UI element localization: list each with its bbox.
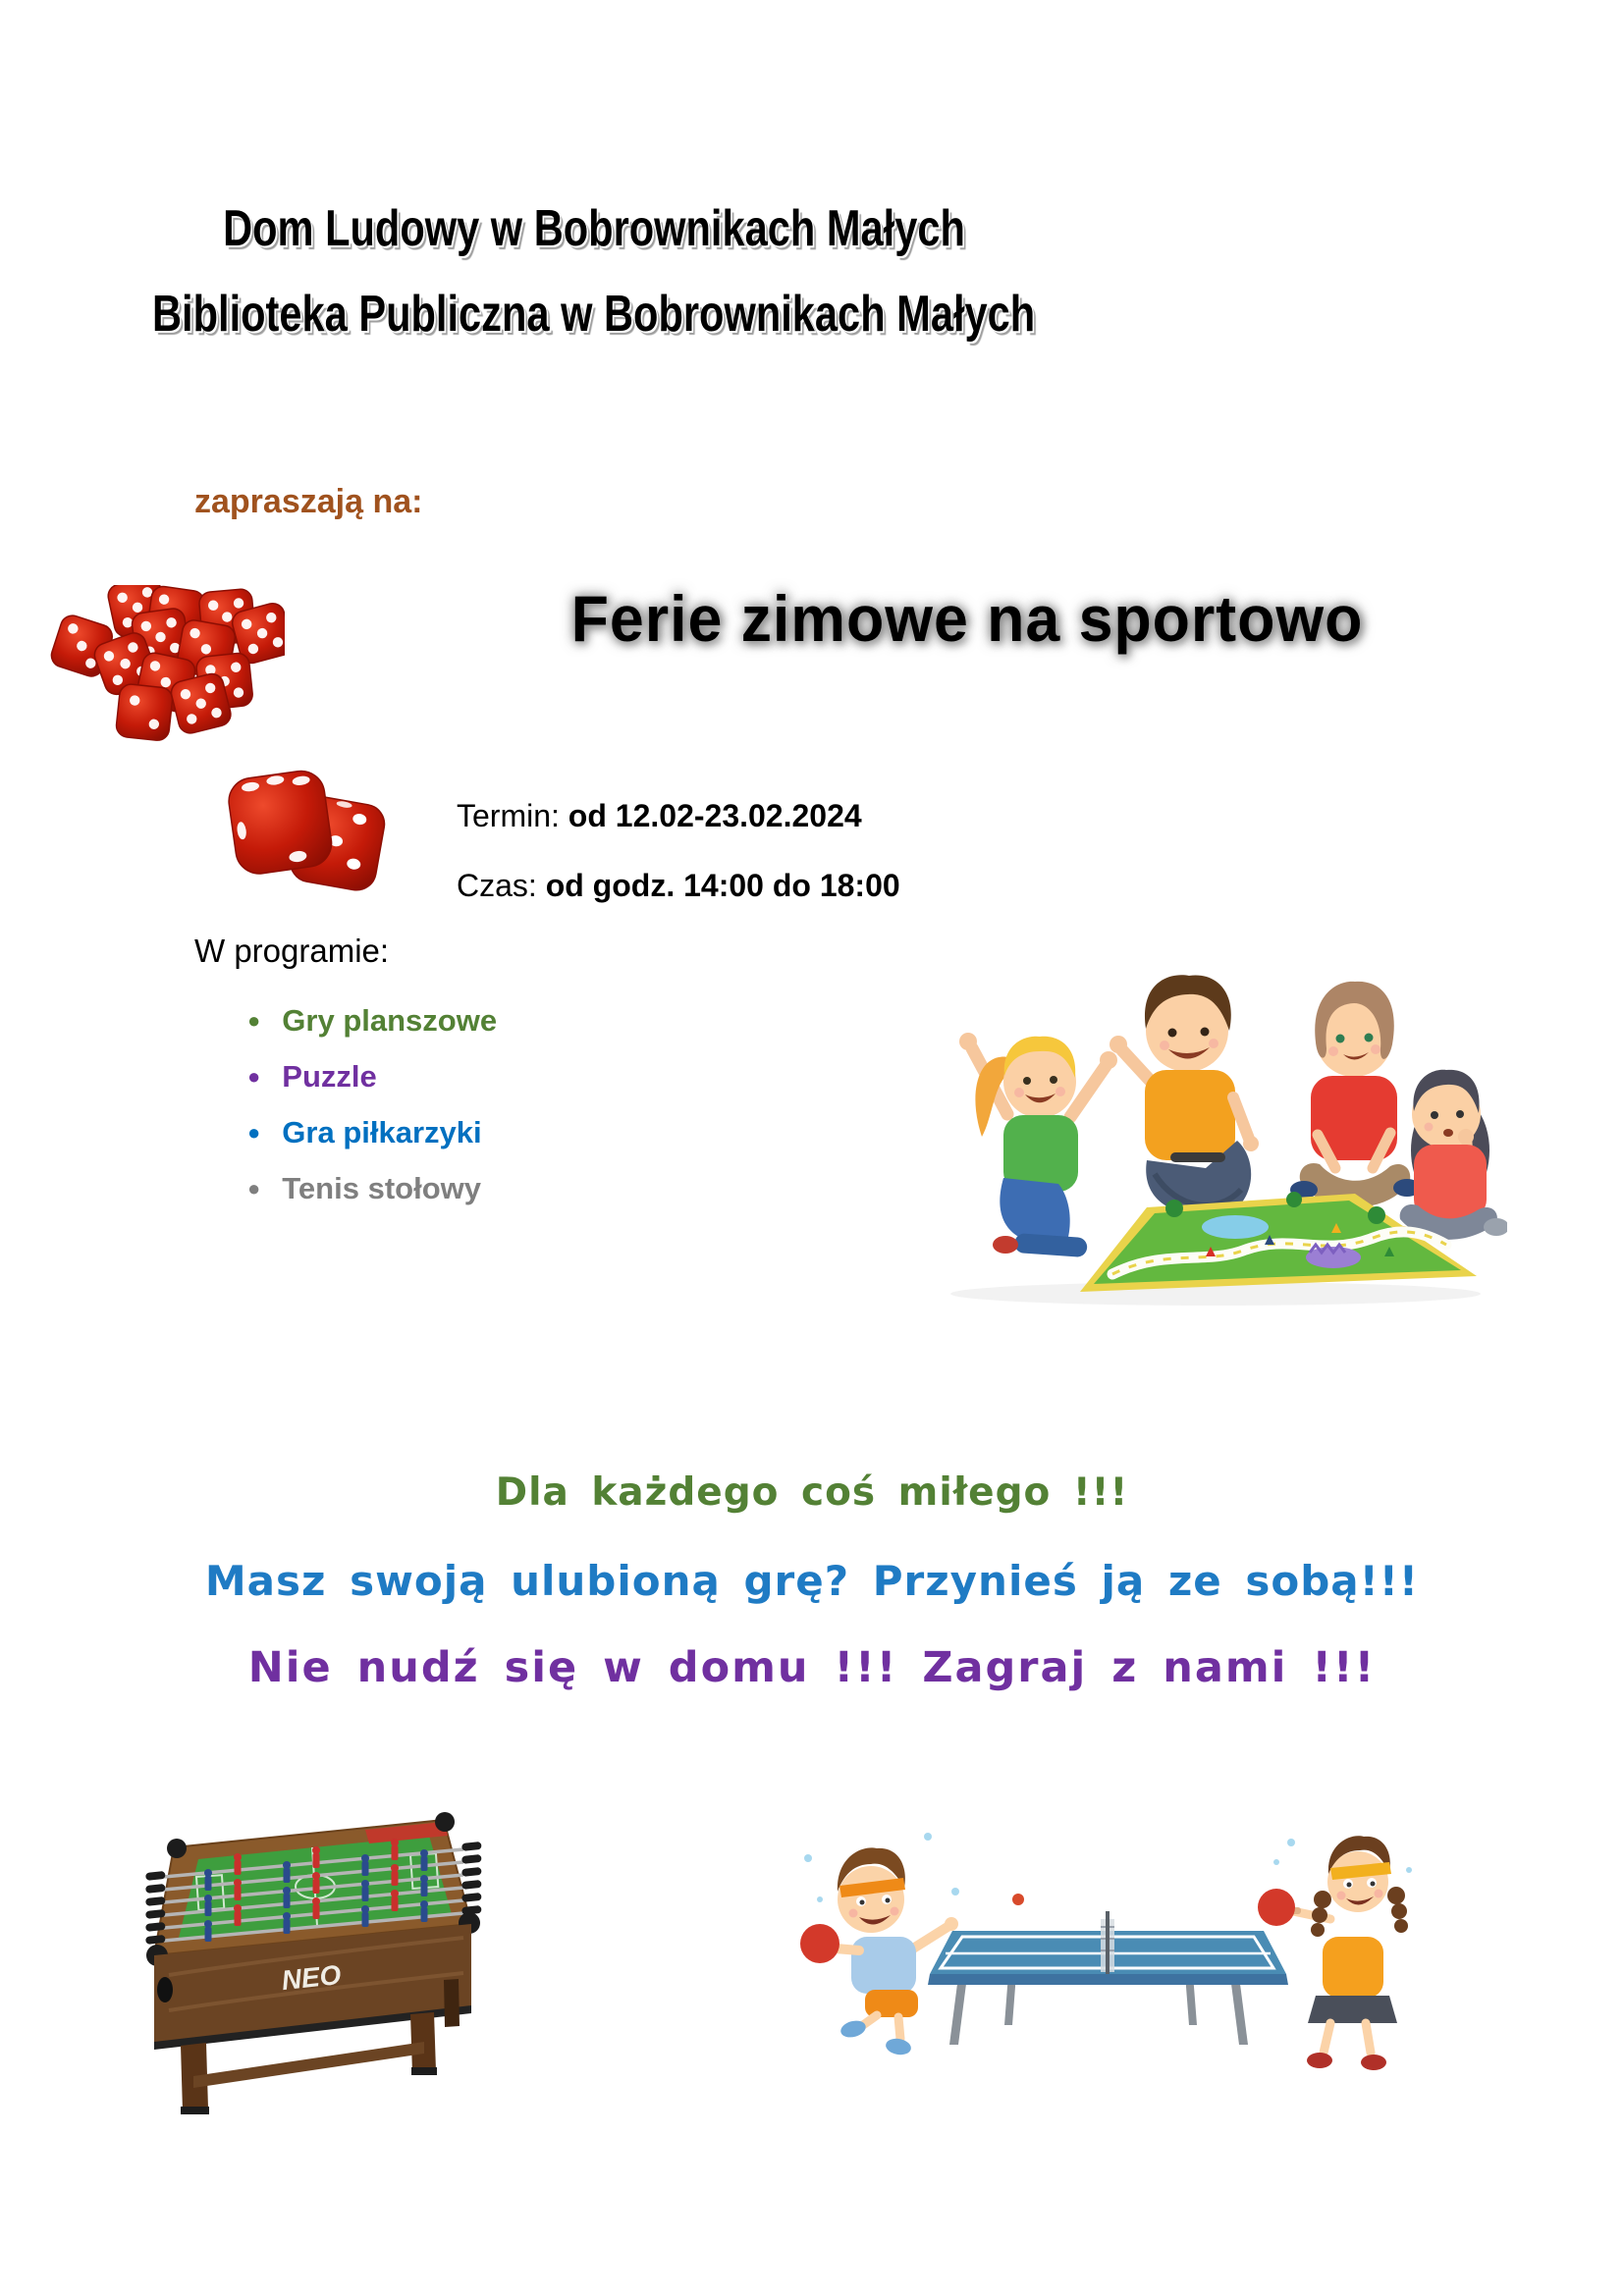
organizer-title-line2: Biblioteka Publiczna w Bobrownikach Małych [152,286,1036,343]
list-item [247,999,497,1041]
table-tennis-image [781,1801,1414,2106]
event-date-value: od 12.02-23.02.2024 [568,798,862,833]
dice-pile-image [37,585,285,750]
foosball-logo: NEO [280,1958,343,1997]
program-item-label: Tenis stołowy [282,1170,481,1205]
dice-pair-image [216,766,397,917]
event-time-line [457,868,900,904]
kids-board-game-image [911,933,1507,1311]
bullet-icon: ● [247,1063,261,1089]
program-list [247,999,497,1223]
program-item-label: Gry planszowe [282,1002,498,1038]
die-left [226,768,335,877]
slogan-line: Masz swoją ulubioną grę? Przynieś ją ze sobą!!! [204,1557,1420,1605]
table-tennis-boy [800,1847,958,2056]
list-item [247,1055,497,1097]
foosball-table-image [120,1779,485,2120]
event-time-label: Czas: [457,868,546,903]
kid-girl-dark-hair [1380,1070,1507,1246]
program-heading: W programie: [194,933,390,969]
program-item-label: Puzzle [282,1058,377,1094]
dice-pile-illustration [37,585,285,750]
event-date-line [457,798,862,834]
bullet-icon: ● [247,1119,261,1145]
table-tennis-girl [1258,1836,1408,2070]
bullet-icon: ● [247,1175,261,1201]
kid-boy-orange [1110,975,1259,1233]
slogan-line: Dla każdego coś miłego !!! [495,1470,1129,1515]
kid-blonde-girl [959,1033,1117,1257]
organizer-title-line1: Dom Ludowy w Bobrownikach Małych [223,200,965,257]
event-date-label: Termin: [457,798,568,833]
program-item-label: Gra piłkarzyki [282,1114,482,1149]
table-tennis-table [928,1911,1288,2045]
foosball-table-illustration [120,1779,485,2120]
kids-board-game-illustration [911,933,1507,1311]
dice-pair-illustration [216,766,397,917]
event-title: Ferie zimowe na sportowo [570,582,1364,655]
list-item [247,1167,497,1209]
invite-label: zapraszają na: [194,483,423,520]
ping-pong-ball [1012,1894,1024,1905]
slogan-line: Nie nudź się w domu !!! Zagraj z nami !!! [247,1643,1377,1692]
event-time-value: od godz. 14:00 do 18:00 [545,868,900,903]
table-tennis-illustration [781,1801,1414,2106]
kid-girl-red [1290,982,1421,1207]
bullet-icon: ● [247,1007,261,1033]
list-item [247,1111,497,1153]
